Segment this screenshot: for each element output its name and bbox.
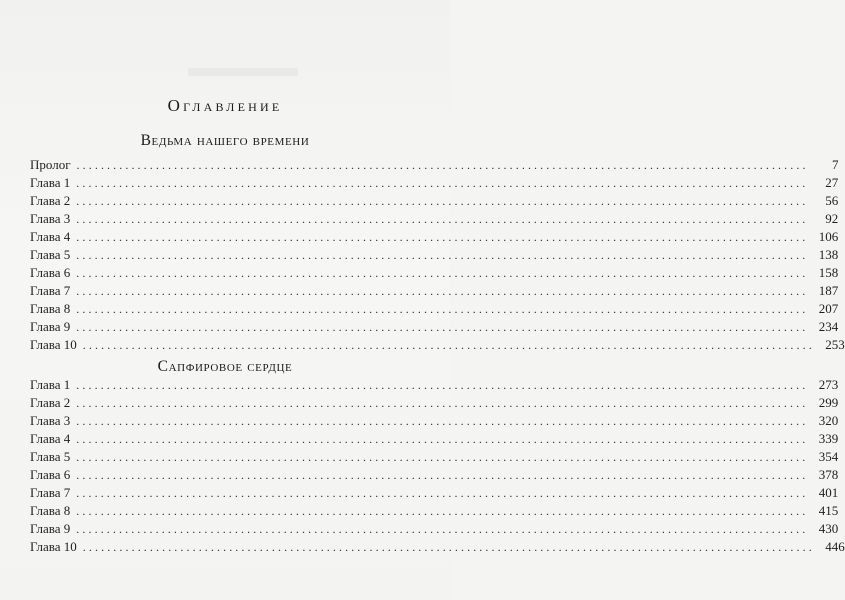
toc-entry-label: Глава 3 [30,413,71,428]
dot-leader: ........................................................................................................................ [76,486,809,500]
toc-entry [30,192,839,210]
toc-list-section-1 [30,156,845,354]
dot-leader: ........................................................................................................................ [82,338,815,352]
section-title-1: Ведьма нашего времени [140,132,310,149]
toc-entry [30,538,845,556]
dot-leader: ........................................................................................................................ [76,522,809,536]
dot-leader: ........................................................................................................................ [76,158,809,172]
toc-entry [30,282,839,300]
toc-entry-label: Глава 8 [30,503,71,518]
toc-entry [30,412,839,430]
toc-entry-page-number: 253 [825,337,845,352]
toc-entry-page-number: 7 [832,157,839,172]
bleed-through-shadow [188,68,298,76]
toc-entry [30,246,839,264]
toc-entry [30,318,839,336]
toc-entry-page-number: 106 [818,229,839,244]
toc-entry [30,174,839,192]
toc-entry-label: Глава 4 [30,431,71,446]
section-title-2: Сапфировое сердце [157,358,293,375]
toc-entry-page-number: 158 [818,265,839,280]
toc-entry [30,466,839,484]
toc-entry-page-number: 56 [825,193,839,208]
dot-leader: ........................................................................................................................ [76,414,809,428]
toc-entry-label: Глава 5 [30,449,71,464]
toc-list-section-2 [30,376,845,556]
dot-leader: ........................................................................................................................ [76,230,809,244]
toc-entry-label: Глава 9 [30,319,71,334]
dot-leader: ........................................................................................................................ [76,450,809,464]
toc-entry-page-number: 207 [818,301,839,316]
dot-leader: ........................................................................................................................ [76,248,809,262]
toc-entry-label: Глава 10 [30,539,77,554]
dot-leader: ........................................................................................................................ [76,504,809,518]
toc-entry [30,448,839,466]
dot-leader: ........................................................................................................................ [76,432,809,446]
toc-entry [30,430,839,448]
toc-entry-page-number: 234 [818,319,839,334]
toc-entry-label: Глава 9 [30,521,71,536]
toc-entry-label: Пролог [30,157,71,172]
toc-entry-label: Глава 1 [30,175,71,190]
dot-leader: ........................................................................................................................ [76,468,809,482]
toc-entry-label: Глава 5 [30,247,71,262]
toc-entry [30,376,839,394]
toc-entry-label: Глава 1 [30,377,71,392]
toc-entry-page-number: 430 [818,521,839,536]
toc-entry-page-number: 401 [818,485,839,500]
toc-entry-page-number: 187 [818,283,839,298]
toc-entry [30,156,839,174]
dot-leader: ........................................................................................................................ [76,284,809,298]
toc-entry-page-number: 92 [825,211,839,226]
toc-entry-page-number: 320 [818,413,839,428]
dot-leader: ........................................................................................................................ [76,302,809,316]
toc-entry [30,210,839,228]
toc-entry [30,394,839,412]
toc-entry [30,228,839,246]
toc-entry-label: Глава 3 [30,211,71,226]
dot-leader: ........................................................................................................................ [82,540,815,554]
toc-title: Оглавление [167,96,283,115]
toc-entry-label: Глава 10 [30,337,77,352]
dot-leader: ........................................................................................................................ [76,194,809,208]
dot-leader: ........................................................................................................................ [76,378,809,392]
toc-entry [30,264,839,282]
dot-leader: ........................................................................................................................ [76,176,809,190]
toc-entry-page-number: 446 [825,539,845,554]
toc-entry-label: Глава 2 [30,395,71,410]
toc-entry-label: Глава 6 [30,467,71,482]
toc-entry [30,484,839,502]
toc-entry-label: Глава 2 [30,193,71,208]
toc-entry [30,300,839,318]
toc-entry [30,336,845,354]
toc-entry-page-number: 138 [818,247,839,262]
toc-entry-page-number: 378 [818,467,839,482]
toc-entry-label: Глава 6 [30,265,71,280]
toc-entry-page-number: 27 [825,175,839,190]
toc-entry [30,502,839,520]
toc-entry-label: Глава 7 [30,485,71,500]
toc-entry-label: Глава 7 [30,283,71,298]
toc-entry-page-number: 299 [818,395,839,410]
toc-entry-page-number: 273 [818,377,839,392]
toc-entry-page-number: 415 [818,503,839,518]
toc-entry-page-number: 354 [818,449,839,464]
dot-leader: ........................................................................................................................ [76,320,809,334]
dot-leader: ........................................................................................................................ [76,212,809,226]
toc-entry-label: Глава 8 [30,301,71,316]
dot-leader: ........................................................................................................................ [76,266,809,280]
dot-leader: ........................................................................................................................ [76,396,809,410]
toc-entry-label: Глава 4 [30,229,71,244]
toc-entry [30,520,839,538]
toc-entry-page-number: 339 [818,431,839,446]
